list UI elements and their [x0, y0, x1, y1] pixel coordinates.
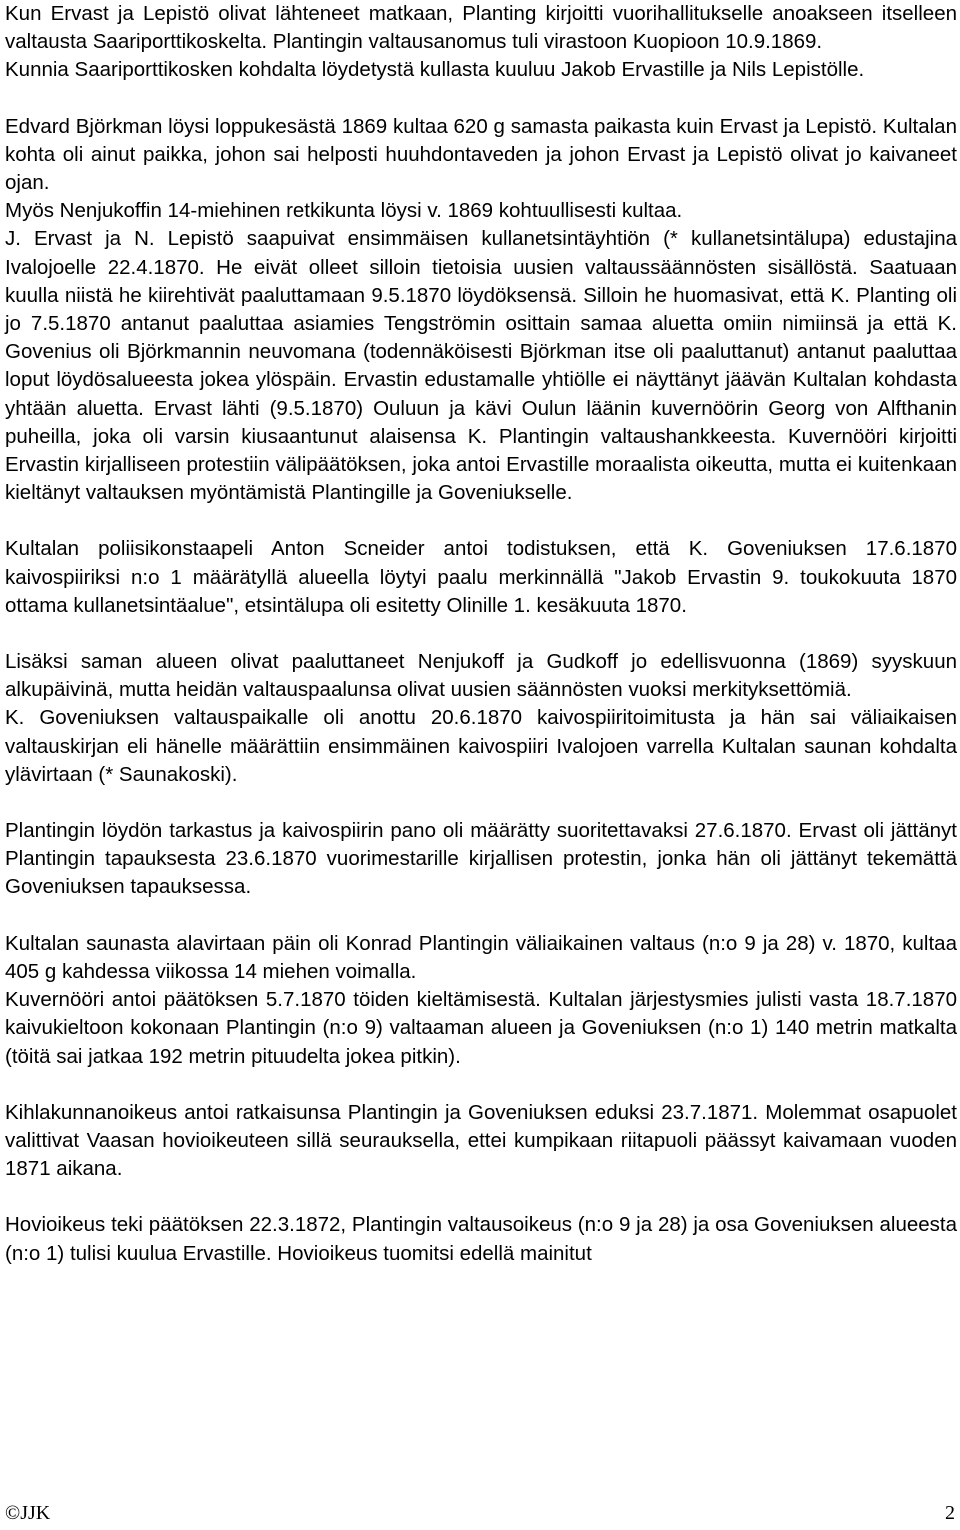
page-number: 2: [945, 1502, 955, 1524]
paragraph: Kultalan saunasta alavirtaan päin oli Konrad Plantingin väliaikainen valtaus (n:o 9 ja 28) v. 1870, kultaa 405 g kahdessa viikossa 14 miehen voimalla.: [5, 931, 957, 983]
paragraph: Lisäksi saman alueen olivat paaluttaneet Nenjukoff ja Gudkoff jo edellisvuonna (1869) syyskuun alkupäivinä, mutta heidän valtauspaalunsa olivat uusien säännösten vuoksi merkityksettömiä.: [5, 650, 957, 702]
paragraph-block-4: [5, 648, 957, 789]
paragraph: K. Goveniuksen valtauspaikalle oli anottu 20.6.1870 kaivospiiritoimitusta ja hän sai väliaikaisen valtauskirjan eli hänelle määrättiin ensimmäinen kaivospiiri Ivalojoen varrella Kultalan saunan kohdalta ylävirtaan (* Saunakoski).: [5, 706, 957, 786]
paragraph: Edvard Björkman löysi loppukesästä 1869 kultaa 620 g samasta paikasta kuin Ervast ja Lepistö. Kultalan kohta oli ainut paikka, johon sai helposti huuhdontaveden ja johon Ervast ja Lepistö olivat jo kaivaneet ojan.: [5, 114, 957, 195]
paragraph: Kihlakunnanoikeus antoi ratkaisunsa Plantingin ja Goveniuksen eduksi 23.7.1871. Molemmat osapuolet valittivat Vaasan hovioikeuteen sillä seurauksella, ettei kumpikaan riitapuoli päässyt kaivamaan vuoden 1871 aikana.: [5, 1100, 957, 1181]
copyright-notice: ©JJK: [5, 1502, 51, 1524]
paragraph: Kunnia Saariporttikosken kohdalta löydetystä kullasta kuuluu Jakob Ervastille ja Nils Lepistölle.: [5, 58, 865, 82]
paragraph: Kun Ervast ja Lepistö olivat lähteneet matkaan, Planting kirjoitti vuorihallitukselle anoakseen itselleen valtausta Saariporttikoskelta. Plantingin valtausanomus tuli virastoon Kuopioon 10.9.1869.: [5, 2, 957, 54]
paragraph: J. Ervast ja N. Lepistö saapuivat ensimmäisen kullanetsintäyhtiön (* kullanetsintälupa) edustajina Ivalojoelle 22.4.1870. He eivät olleet silloin tietoisia uusien valtaussäännösten sisällöstä. Saatuaan kuulla niistä he kiirehtivät paaluttamaan 9.5.1870 löydöksensä. Silloin he huomasivat, että K. Planting oli jo 7.5.1870 antanut paaluttaa asiamies Tengströmin osittain samaa aluetta omiin nimiinsä ja että K. Govenius oli Björkmannin neuvomana (todennäköisesti Björkman itse oli paaluttanut) antanut paaluttaa loput löydösalueesta jokea ylöspäin. Ervastin edustamalle yhtiölle ei näyttänyt jäävän Kultalan kohdasta yhtään aluetta. Ervast lähti (9.5.1870) Ouluun ja kävi Oulun läänin kuvernöörin Georg von Alfthanin puheilla, joka oli varsin kiusaantunut alaisensa K. Plantingin valtaushankkeesta. Kuvernööri kirjoitti Ervastin kirjalliseen protestiin välipäätöksen, joka antoi Ervastille moraalista oikeutta, mutta ei kuitenkaan kieltänyt valtauksen myöntämistä Plantingille ja Goveniukselle.: [5, 227, 957, 505]
paragraph: Kuvernööri antoi päätöksen 5.7.1870 töiden kieltämisestä. Kultalan järjestysmies julisti vasta 18.7.1870 kaivukieltoon kokonaan Plantingin (n:o 9) valtaaman alueen ja Goveniuksen (n:o 1) 140 metrin matkalta (töitä sai jatkaa 192 metrin pituudelta jokea pitkin).: [5, 988, 957, 1068]
page-footer: [0, 1501, 960, 1525]
paragraph-block-2: [5, 113, 957, 508]
document-body: [5, 0, 957, 1296]
paragraph-block-3: [5, 535, 957, 620]
paragraph-block-1: [5, 0, 957, 85]
paragraph: Plantingin löydön tarkastus ja kaivospiirin pano oli määrätty suoritettavaksi 27.6.1870. Ervast oli jättänyt Plantingin tapauksesta 23.6.1870 vuorimestarille kirjallisen protestin, jonka hän oli jättänyt tekemättä Goveniuksen tapauksessa.: [5, 819, 957, 899]
paragraph: Kultalan poliisikonstaapeli Anton Scneider antoi todistuksen, että K. Goveniuksen 17.6.1870 kaivospiiriksi n:o 1 määrätyllä alueella löytyi paalu merkinnällä "Jakob Ervastin 9. toukokuuta 1870 ottama kullanetsintäalue", etsintälupa oli esitetty Olinille 1. kesäkuuta 1870.: [5, 537, 957, 617]
paragraph: Myös Nenjukoffin 14-miehinen retkikunta löysi v. 1869 kohtuullisesti kultaa.: [5, 199, 683, 223]
paragraph: Hovioikeus teki päätöksen 22.3.1872, Plantingin valtausoikeus (n:o 9 ja 28) ja osa Goveniuksen alueesta (n:o 1) tulisi kuulua Ervastille. Hovioikeus tuomitsi edellä mainitut: [5, 1213, 957, 1265]
paragraph-block-5: [5, 817, 957, 902]
paragraph-block-8: [5, 1211, 957, 1267]
paragraph-block-7: [5, 1099, 957, 1184]
paragraph-block-6: [5, 930, 957, 1071]
